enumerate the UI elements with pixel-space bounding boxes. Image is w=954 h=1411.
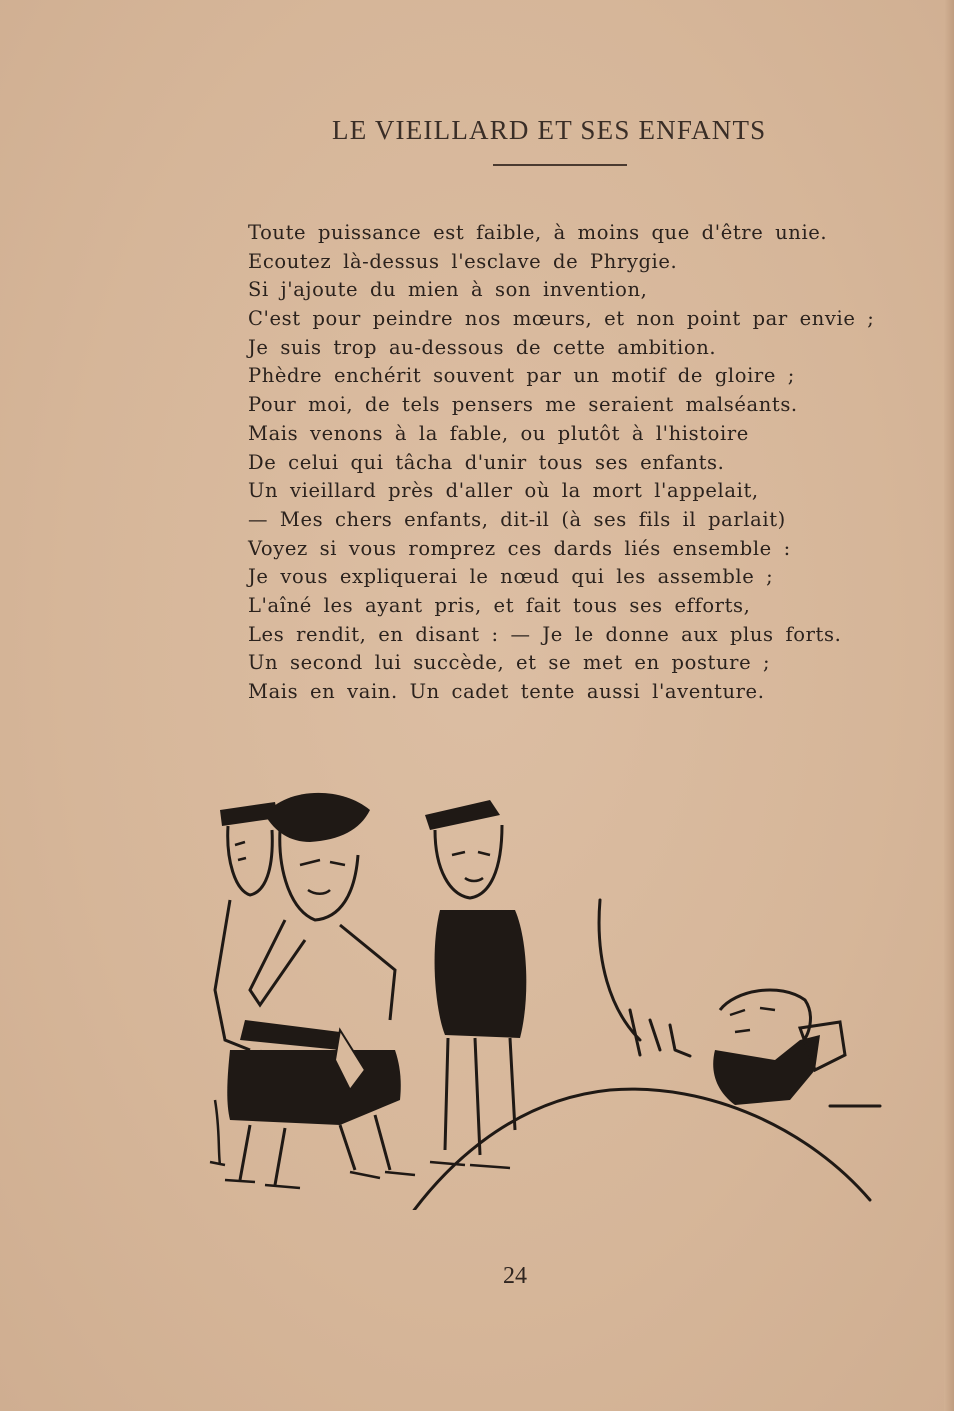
poem-line: Un vieillard près d'aller où la mort l'appelait, bbox=[248, 479, 759, 503]
son-breaking-bundle bbox=[225, 793, 415, 1188]
poem-line: Un second lui succède, et se met en posture ; bbox=[248, 651, 771, 675]
poem-line: — Mes chers enfants, dit-il (à ses fils il parlait) bbox=[248, 507, 786, 531]
poem-line: Ecoutez là-dessus l'esclave de Phrygie. bbox=[248, 249, 678, 273]
poem-line: Toute puissance est faible, à moins que d'être unie. bbox=[248, 221, 828, 244]
fable-illustration bbox=[190, 770, 890, 1210]
old-man-figure bbox=[713, 990, 845, 1105]
poem-line: Voyez si vous romprez ces dards liés ensemble : bbox=[248, 536, 791, 560]
poem-line: Si j'ajoute du mien à son invention, bbox=[248, 278, 648, 302]
title-divider bbox=[493, 164, 627, 166]
poem-line: Mais venons à la fable, ou plutôt à l'histoire bbox=[248, 421, 749, 445]
ground-curve bbox=[400, 1089, 870, 1210]
poem-line: Mais en vain. Un cadet tente aussi l'aventure. bbox=[248, 680, 765, 703]
page-title: LE VIEILLARD ET SES ENFANTS bbox=[332, 115, 767, 145]
poem-line: Les rendit, en disant : — Je le donne aux plus forts. bbox=[248, 622, 842, 646]
poem-line: Phèdre enchérit souvent par un motif de gloire ; bbox=[248, 364, 795, 388]
poem-line: Pour moi, de tels pensers me seraient malséants. bbox=[248, 393, 798, 417]
poem-line: Je vous expliquerai le nœud qui les assemble ; bbox=[248, 565, 774, 589]
poem-line: L'aîné les ayant pris, et fait tous ses efforts, bbox=[248, 593, 751, 617]
page-number: 24 bbox=[503, 1263, 527, 1289]
poem-line: De celui qui tâcha d'unir tous ses enfants. bbox=[248, 450, 725, 474]
motion-lines bbox=[599, 900, 690, 1056]
page-edge-shadow bbox=[944, 0, 954, 1411]
poem-text bbox=[248, 219, 888, 707]
poem-line: C'est pour peindre nos mœurs, et non point par envie ; bbox=[248, 307, 875, 331]
poem-line: Je suis trop au-dessous de cette ambition. bbox=[248, 335, 717, 359]
son-standing-figure bbox=[425, 800, 526, 1168]
